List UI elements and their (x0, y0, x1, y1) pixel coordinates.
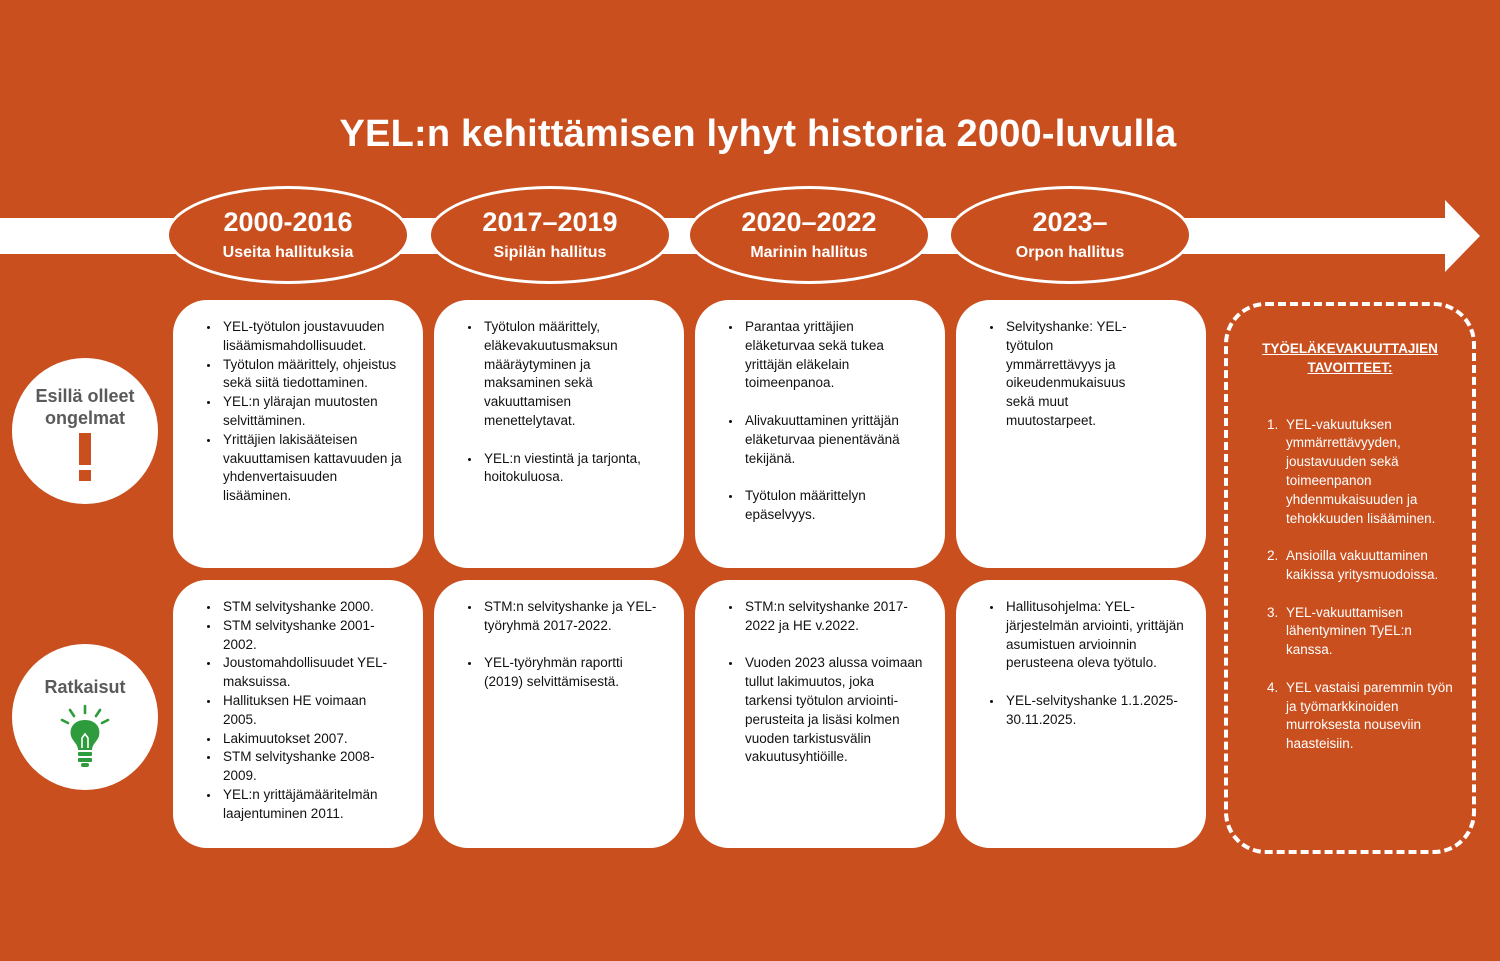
period-2000-2016 (166, 186, 410, 284)
problems-row-label (12, 358, 158, 504)
goal-item: 4. YEL vastaisi paremmin työn ja työmarkkinoiden murroksesta nouseviin haasteisiin. (1282, 679, 1460, 754)
problems-card-2023 (956, 300, 1206, 568)
list-item: • Työtulon määrittely, ohjeistus sekä siitä tiedottaminen. (220, 356, 403, 394)
list-item: • STM selvityshanke 2001-2002. (220, 617, 403, 655)
list-item: • Parantaa yrittäjien eläketurvaa sekä tukea yrittäjän eläkelain toimeenpanoa. (742, 318, 925, 393)
period-2017-2019 (428, 186, 672, 284)
period-government: Useita hallituksia (222, 244, 354, 261)
list-item: • Lakimuutokset 2007. (220, 730, 403, 749)
list-item: • Työtulon määrittely, eläkevakuutusmaksun määräytyminen ja maksaminen sekä vakuuttamisen menettelytavat. (481, 318, 664, 431)
period-years: 2023– (1032, 207, 1108, 237)
list-item: • YEL:n viestintä ja tarjonta, hoitokuluosa. (481, 450, 664, 488)
list-item: • Työtulon määrittelyn epäselvyys. (742, 487, 925, 525)
problems-card-2017-2019 (434, 300, 684, 568)
exclamation-icon (73, 433, 97, 483)
list-item: • YEL:n yrittäjämääritelmän laajentuminen 2011. (220, 786, 403, 824)
goal-item: 2. Ansioilla vakuuttaminen kaikissa yritysmuodoissa. (1282, 547, 1460, 585)
period-years: 2020–2022 (741, 207, 877, 237)
solutions-row-label (12, 644, 158, 790)
list-item: • YEL-työryhmän raportti (2019) selvittämisestä. (481, 654, 664, 692)
goal-item: 3. YEL-vakuuttamisen lähentyminen TyEL:n kanssa. (1282, 604, 1460, 660)
solutions-card-2020-2022 (695, 580, 945, 848)
list-item: • Vuoden 2023 alussa voimaan tullut lakimuutos, joka tarkensi työtulon arviointi-perusteita ja lisäsi kolmen vuoden tarkistusvälin vakuutusyhtiöille. (742, 654, 925, 767)
period-government: Marinin hallitus (750, 244, 868, 261)
problems-label-line1: Esillä olleet (35, 386, 135, 406)
list-item: • Alivakuuttaminen yrittäjän eläketurvaa pienentävänä tekijänä. (742, 412, 925, 468)
page-title: YEL:n kehittämisen lyhyt historia 2000-luvulla (339, 113, 1177, 155)
lightbulb-icon (60, 704, 110, 768)
problems-label-line2: ongelmat (44, 408, 125, 428)
period-years: 2017–2019 (482, 207, 618, 237)
period-government: Sipilän hallitus (493, 244, 607, 261)
list-item: • Hallituksen HE voimaan 2005. (220, 692, 403, 730)
problems-card-2000-2016 (173, 300, 423, 568)
period-years: 2000-2016 (223, 207, 353, 237)
list-item: • STM selvityshanke 2008-2009. (220, 748, 403, 786)
solutions-label: Ratkaisut (44, 677, 126, 697)
solutions-card-2000-2016 (173, 580, 423, 848)
period-2023 (948, 186, 1192, 284)
solutions-card-2023 (956, 580, 1206, 848)
list-item: • STM selvityshanke 2000. (220, 598, 403, 617)
period-government: Orpon hallitus (1015, 244, 1125, 261)
goals-title: TYÖELÄKEVAKUUTTAJIEN TAVOITTEET: (1262, 341, 1438, 375)
solutions-card-2017-2019 (434, 580, 684, 848)
list-item: • Selvityshanke: YEL-työtulon ymmärrettävyys ja oikeudenmukaisuus sekä muut muutostarpeet. (1003, 318, 1144, 431)
list-item: • Joustomahdollisuudet YEL-maksuissa. (220, 654, 403, 692)
list-item: • YEL-selvityshanke 1.1.2025-30.11.2025. (1003, 692, 1186, 730)
list-item: • YEL-työtulon joustavuuden lisäämismahdollisuudet. (220, 318, 403, 356)
list-item: • STM:n selvityshanke ja YEL-työryhmä 2017-2022. (481, 598, 664, 636)
list-item: • YEL:n ylärajan muutosten selvittäminen. (220, 393, 403, 431)
goal-item: 1. YEL-vakuutuksen ymmärrettävyyden, joustavuuden sekä toimeenpanon yhdenmukaisuuden ja tehokkuuden lisääminen. (1282, 416, 1460, 529)
list-item: • Hallitusohjelma: YEL-järjestelmän arviointi, yrittäjän asumistuen arvioinnin perusteena oleva työtulo. (1003, 598, 1186, 673)
goals-box (1224, 302, 1476, 854)
list-item: • Yrittäjien lakisääteisen vakuuttamisen kattavuuden ja yhdenvertaisuuden lisääminen. (220, 431, 403, 506)
period-2020-2022 (687, 186, 931, 284)
problems-card-2020-2022 (695, 300, 945, 568)
list-item: • STM:n selvityshanke 2017-2022 ja HE v.2022. (742, 598, 925, 636)
